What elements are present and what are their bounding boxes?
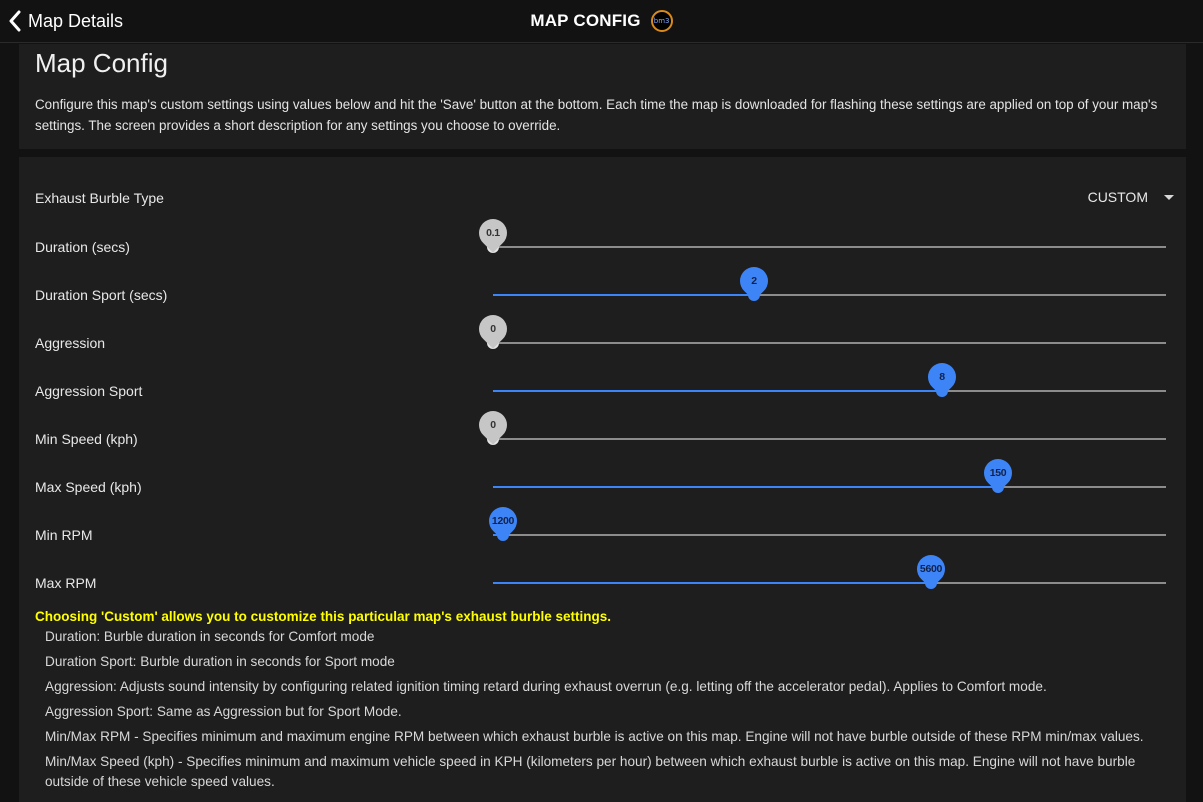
burble-type-select[interactable] — [1088, 189, 1174, 205]
slider-fill — [493, 390, 942, 392]
slider-fill — [493, 486, 998, 488]
slider-value-bubble — [922, 357, 962, 397]
help-line: Min/Max RPM - Specifies minimum and maximum engine RPM between which exhaust burble is active on this map. Engine will not have burble outside of these RPM min/max values. — [45, 729, 1144, 744]
slider-label: Max RPM — [35, 575, 97, 591]
slider-label: Duration Sport (secs) — [35, 287, 168, 303]
help-line: Aggression Sport: Same as Aggression but for Sport Mode. — [45, 704, 402, 719]
slider-label: Aggression — [35, 335, 106, 351]
intro-card — [19, 44, 1186, 149]
slider-label: Duration (secs) — [35, 239, 130, 255]
slider-track — [493, 438, 1166, 440]
slider-label: Max Speed (kph) — [35, 479, 142, 495]
top-bar — [0, 0, 1203, 43]
slider-value: 0 — [490, 323, 496, 335]
slider-value: 1200 — [491, 515, 515, 527]
slider-value: 2 — [751, 275, 757, 287]
help-list — [45, 627, 1175, 797]
slider-track — [493, 342, 1166, 344]
slider-value: 150 — [989, 467, 1007, 479]
intro-description: Configure this map's custom settings using values below and hit the 'Save' button at the bottom. Each time the map is downloaded for flashing these settings are applied on top of your map's settings. The screen provides a short description for any settings you choose to override. — [35, 97, 1158, 133]
help-line: Duration Sport: Burble duration in seconds for Sport mode — [45, 654, 395, 669]
slider-value: 0.1 — [486, 227, 500, 239]
slider-value-bubble — [734, 261, 774, 301]
slider-value-bubble — [978, 453, 1018, 493]
slider-value: 8 — [939, 371, 945, 383]
burble-type-value: CUSTOM — [1087, 189, 1148, 205]
slider-label: Min Speed (kph) — [35, 431, 138, 447]
slider-track — [493, 534, 1166, 536]
settings-card — [19, 157, 1186, 802]
slider-value-bubble — [473, 405, 513, 445]
value-slider[interactable] — [493, 371, 1166, 406]
value-slider[interactable] — [493, 467, 1166, 502]
slider-label: Aggression Sport — [35, 383, 143, 399]
back-label: Map Details — [28, 10, 124, 31]
slider-value: 0 — [490, 419, 496, 431]
section-heading: Map Config — [35, 48, 168, 78]
slider-value: 5600 — [919, 563, 943, 575]
caret-down-icon — [1164, 195, 1174, 200]
slider-track — [493, 246, 1166, 248]
help-line: Min/Max Speed (kph) - Specifies minimum and maximum vehicle speed in KPH (kilometers per hour) between which exhaust burble is active on this map. Engine will not have burble outside of these vehicle speed values. — [45, 754, 1136, 789]
slider-value-bubble — [473, 309, 513, 349]
bm3-logo: bm3 — [651, 10, 673, 32]
slider-value-bubble — [911, 549, 951, 589]
burble-type-label: Exhaust Burble Type — [35, 190, 164, 206]
value-slider[interactable] — [490, 323, 1166, 358]
header-title-group — [0, 10, 1203, 32]
help-line: Duration: Burble duration in seconds for Comfort mode — [45, 629, 375, 644]
slider-fill — [493, 582, 931, 584]
slider-label: Min RPM — [35, 527, 93, 543]
slider-fill — [493, 294, 754, 296]
page-title: MAP CONFIG — [530, 11, 641, 30]
value-slider[interactable] — [490, 419, 1166, 454]
slider-value-bubble — [473, 213, 513, 253]
value-slider[interactable] — [493, 275, 1166, 310]
value-slider[interactable] — [486, 227, 1166, 262]
value-slider[interactable] — [491, 515, 1166, 550]
help-line: Aggression: Adjusts sound intensity by configuring related ignition timing retard during exhaust overrun (e.g. letting off the accelerator pedal). Applies to Comfort mode. — [45, 679, 1047, 694]
help-heading: Choosing 'Custom' allows you to customize this particular map's exhaust burble settings. — [35, 609, 611, 624]
value-slider[interactable] — [493, 563, 1166, 598]
slider-value-bubble — [483, 501, 523, 541]
